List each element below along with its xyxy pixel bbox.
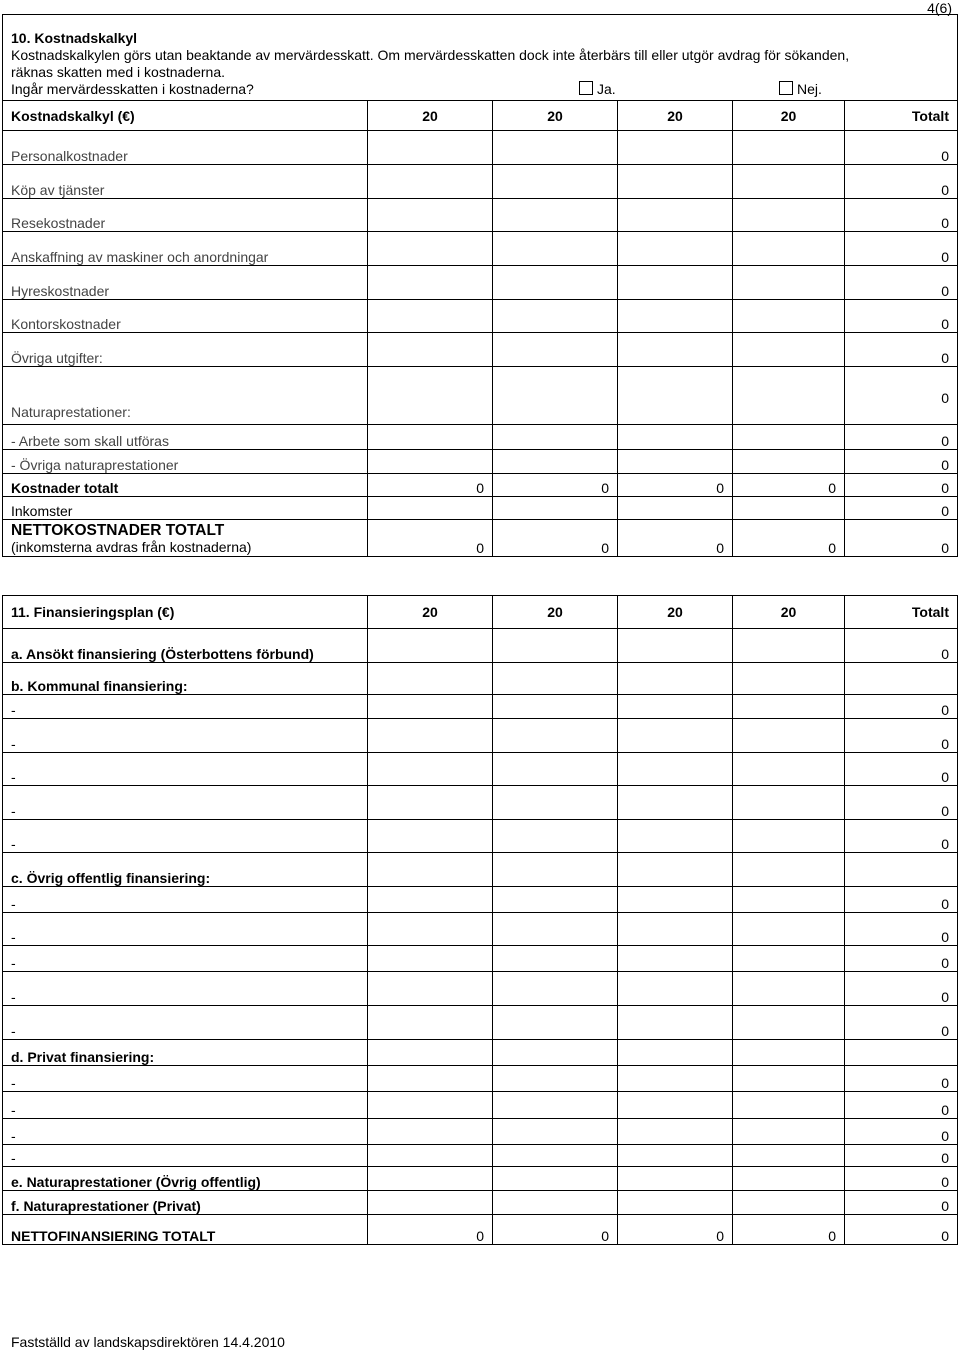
row-total: 0 bbox=[845, 972, 958, 1006]
year-total: 0 bbox=[368, 520, 493, 557]
row-total: 0 bbox=[845, 695, 958, 719]
year-total: 0 bbox=[733, 1215, 845, 1245]
row-label: a. Ansökt finansiering (Österbottens förbund) bbox=[3, 629, 368, 663]
intro-row bbox=[3, 15, 958, 101]
row-label: b. Kommunal finansiering: bbox=[3, 663, 368, 695]
financing-header-row bbox=[3, 596, 958, 629]
row-total: 0 bbox=[845, 520, 958, 557]
table-row bbox=[3, 1066, 958, 1092]
table-row bbox=[3, 695, 958, 719]
row-label: Personalkostnader bbox=[3, 131, 368, 165]
row-label: - bbox=[3, 946, 368, 972]
table-row bbox=[3, 497, 958, 520]
footer-note: Fastställd av landskapsdirektören 14.4.2010 bbox=[11, 1334, 285, 1350]
row-total: 0 bbox=[845, 199, 958, 232]
row-total: 0 bbox=[845, 1092, 958, 1119]
row-total: 0 bbox=[845, 1145, 958, 1167]
row-label: - bbox=[3, 820, 368, 853]
row-total: 0 bbox=[845, 1167, 958, 1191]
table-row bbox=[3, 753, 958, 786]
row-total: 0 bbox=[845, 1191, 958, 1215]
table-row bbox=[3, 1040, 958, 1066]
row-label: - bbox=[3, 1066, 368, 1092]
row-label: - bbox=[3, 1145, 368, 1167]
row-label: - bbox=[3, 972, 368, 1006]
table-row bbox=[3, 165, 958, 199]
row-label: - bbox=[3, 887, 368, 913]
vat-no-label: Nej. bbox=[797, 81, 822, 97]
row-label: e. Naturaprestationer (Övrig offentlig) bbox=[3, 1167, 368, 1191]
row-total: 0 bbox=[845, 266, 958, 300]
row-label: - bbox=[3, 695, 368, 719]
total-col: Totalt bbox=[845, 101, 958, 131]
row-label: - bbox=[3, 719, 368, 753]
table-row bbox=[3, 300, 958, 333]
financing-plan-table bbox=[2, 595, 958, 1245]
financing-header-label: 11. Finansieringsplan (€) bbox=[3, 596, 368, 629]
cost-header-label: Kostnadskalkyl (€) bbox=[3, 101, 368, 131]
year-total: 0 bbox=[368, 474, 493, 497]
net-cost-row bbox=[3, 520, 958, 557]
row-label: NETTOFINANSIERING TOTALT bbox=[3, 1215, 368, 1245]
row-total: 0 bbox=[845, 1066, 958, 1092]
table-row bbox=[3, 1145, 958, 1167]
vat-note-line1: Kostnadskalkylen görs utan beaktande av mervärdesskatt. Om mervärdesskatten dock inte återbärs till eller utgör avdrag för sökanden, bbox=[11, 47, 850, 63]
row-total: 0 bbox=[845, 474, 958, 497]
row-total: 0 bbox=[845, 887, 958, 913]
year-total: 0 bbox=[368, 1215, 493, 1245]
row-total: 0 bbox=[845, 1215, 958, 1245]
row-total: 0 bbox=[845, 786, 958, 820]
row-label: Anskaffning av maskiner och anordningar bbox=[3, 232, 368, 266]
row-total: 0 bbox=[845, 450, 958, 474]
table-row bbox=[3, 266, 958, 300]
row-label: d. Privat finansiering: bbox=[3, 1040, 368, 1066]
row-total: 0 bbox=[845, 820, 958, 853]
page-number: 4(6) bbox=[927, 0, 952, 16]
year-total: 0 bbox=[733, 474, 845, 497]
row-label: c. Övrig offentlig finansiering: bbox=[3, 853, 368, 887]
row-label: - bbox=[3, 753, 368, 786]
year-total: 0 bbox=[493, 1215, 618, 1245]
section-heading: 10. Kostnadskalkyl bbox=[11, 30, 138, 46]
vat-no-option[interactable] bbox=[779, 81, 822, 98]
row-label: Kostnader totalt bbox=[3, 474, 368, 497]
year-col: 20 bbox=[493, 596, 618, 629]
row-total: 0 bbox=[845, 1119, 958, 1145]
row-total: 0 bbox=[845, 497, 958, 520]
vat-yes-label: Ja. bbox=[597, 81, 616, 97]
cost-header-row bbox=[3, 101, 958, 131]
table-row bbox=[3, 367, 958, 425]
cost-total-row bbox=[3, 474, 958, 497]
table-row bbox=[3, 1006, 958, 1040]
year-col: 20 bbox=[733, 596, 845, 629]
table-row bbox=[3, 946, 958, 972]
row-label: - bbox=[3, 1119, 368, 1145]
row-label: - Arbete som skall utföras bbox=[3, 425, 368, 450]
row-total: 0 bbox=[845, 1006, 958, 1040]
table-row bbox=[3, 425, 958, 450]
vat-note-line2: räknas skatten med i kostnaderna. bbox=[11, 64, 226, 80]
table-row bbox=[3, 719, 958, 753]
year-total: 0 bbox=[733, 520, 845, 557]
net-cost-label: NETTOKOSTNADER TOTALT bbox=[11, 522, 225, 539]
row-label: Köp av tjänster bbox=[3, 165, 368, 199]
row-total: 0 bbox=[845, 425, 958, 450]
checkbox-icon[interactable] bbox=[779, 81, 793, 95]
year-col: 20 bbox=[368, 596, 493, 629]
row-label: Hyreskostnader bbox=[3, 266, 368, 300]
table-row bbox=[3, 199, 958, 232]
table-row bbox=[3, 972, 958, 1006]
row-total: 0 bbox=[845, 165, 958, 199]
row-label: - Övriga naturaprestationer bbox=[3, 450, 368, 474]
checkbox-icon[interactable] bbox=[579, 81, 593, 95]
row-label: f. Naturaprestationer (Privat) bbox=[3, 1191, 368, 1215]
vat-yes-option[interactable] bbox=[579, 81, 616, 98]
vat-question: Ingår mervärdesskatten i kostnaderna? bbox=[11, 81, 254, 97]
total-col: Totalt bbox=[845, 596, 958, 629]
year-col: 20 bbox=[733, 101, 845, 131]
row-total: 0 bbox=[845, 629, 958, 663]
table-row bbox=[3, 853, 958, 887]
cost-calculation-table bbox=[2, 14, 958, 557]
table-row bbox=[3, 786, 958, 820]
table-row bbox=[3, 887, 958, 913]
table-row bbox=[3, 1167, 958, 1191]
year-col: 20 bbox=[368, 101, 493, 131]
table-row bbox=[3, 450, 958, 474]
row-label: Resekostnader bbox=[3, 199, 368, 232]
table-row bbox=[3, 629, 958, 663]
table-row bbox=[3, 131, 958, 165]
row-label: Kontorskostnader bbox=[3, 300, 368, 333]
row-total: 0 bbox=[845, 913, 958, 946]
year-total: 0 bbox=[618, 520, 733, 557]
table-row bbox=[3, 232, 958, 266]
row-total: 0 bbox=[845, 333, 958, 367]
row-label: Övriga utgifter: bbox=[3, 333, 368, 367]
table-row bbox=[3, 1119, 958, 1145]
row-total: 0 bbox=[845, 719, 958, 753]
table-row bbox=[3, 913, 958, 946]
row-label: - bbox=[3, 786, 368, 820]
row-label: - bbox=[3, 1092, 368, 1119]
net-financing-row bbox=[3, 1215, 958, 1245]
row-total: 0 bbox=[845, 300, 958, 333]
row-label: Inkomster bbox=[3, 497, 368, 520]
row-label: Naturaprestationer: bbox=[3, 367, 368, 425]
row-total: 0 bbox=[845, 946, 958, 972]
row-total: 0 bbox=[845, 367, 958, 425]
table-row bbox=[3, 663, 958, 695]
table-row bbox=[3, 1092, 958, 1119]
year-col: 20 bbox=[493, 101, 618, 131]
net-cost-sublabel: (inkomsterna avdras från kostnaderna) bbox=[11, 539, 252, 555]
year-col: 20 bbox=[618, 596, 733, 629]
row-label: - bbox=[3, 1006, 368, 1040]
table-row bbox=[3, 820, 958, 853]
year-total: 0 bbox=[618, 474, 733, 497]
row-total: 0 bbox=[845, 232, 958, 266]
row-total: 0 bbox=[845, 753, 958, 786]
row-label: - bbox=[3, 913, 368, 946]
year-col: 20 bbox=[618, 101, 733, 131]
year-total: 0 bbox=[618, 1215, 733, 1245]
year-total: 0 bbox=[493, 520, 618, 557]
table-row bbox=[3, 1191, 958, 1215]
table-row bbox=[3, 333, 958, 367]
row-total: 0 bbox=[845, 131, 958, 165]
year-total: 0 bbox=[493, 474, 618, 497]
